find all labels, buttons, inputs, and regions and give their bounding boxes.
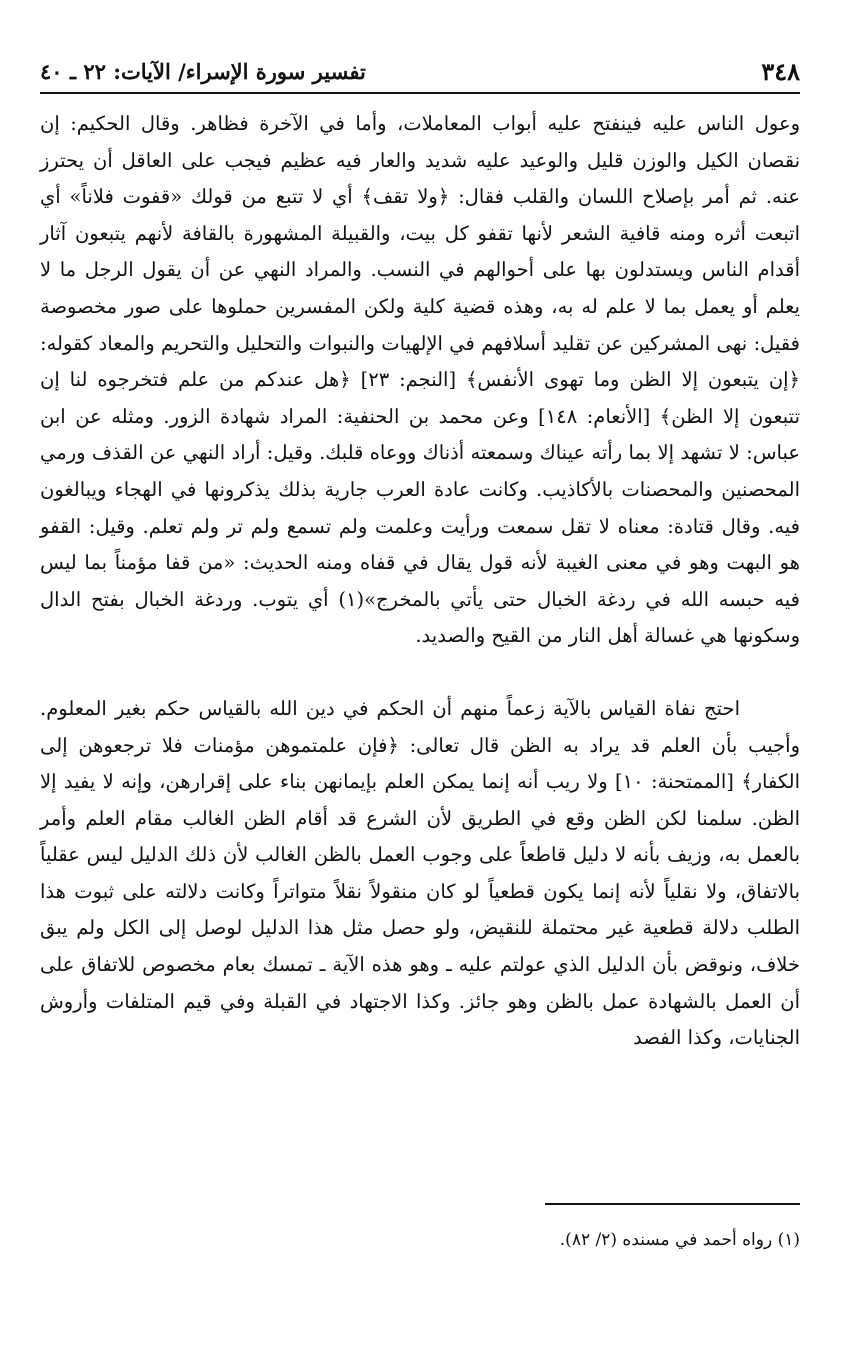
running-title: تفسير سورة الإسراء/ الآيات: ٢٢ ـ ٤٠ <box>40 59 366 84</box>
footnote-rule <box>545 1203 800 1205</box>
page-header <box>40 54 800 90</box>
header-rule <box>40 92 800 94</box>
main-text <box>40 106 800 1057</box>
footnote: (١) رواه أحمد في مسنده (٢/ ٨٢). <box>559 1230 800 1250</box>
paragraph: وعول الناس عليه فينفتح عليه أبواب المعاملات، وأما في الآخرة فظاهر. وقال الحكيم: إن نقصان الكيل والوزن قليل والوعيد عليه شديد والعار فيه عظيم فيجب على العاقل أن يحترز عنه. ثم أمر بإصلاح اللسان والقلب فقال: ﴿ولا تقف﴾ أي لا تتبع من قولك «قفوت فلاناً» أي اتبعت أثره ومنه قافية الشعر لأنها تقفو كل بيت، والقبيلة المشهورة بالقافة لأنهم يتبعون آثار أقدام الناس ويستدلون بها على أحوالهم في النسب. والمراد النهي عن أن يقول الرجل ما لا يعلم أو يعمل بما لا علم له به، وهذه قضية كلية ولكن المفسرين حملوها على صور مخصوصة فقيل: نهى المشركين عن تقليد أسلافهم في الإلهيات والنبوات والتحليل والتحريم والمعاد كقوله: ﴿إن يتبعون إلا الظن وما تهوى الأنفس﴾ [النجم: ٢٣] ﴿هل عندكم من علم فتخرجوه لنا إن تتبعون إلا الظن﴾ [الأنعام: ١٤٨] وعن محمد بن الحنفية: المراد شهادة الزور. ومثله عن ابن عباس: لا تشهد إلا بما رأته عيناك وسمعته أذناك ووعاه قلبك. وقيل: أراد النهي عن القذف ورمي المحصنين والمحصنات بالأكاذيب. وكانت عادة العرب جارية بذلك يذكرونها في الهجاء ويبالغون فيه. وقال قتادة: معناه لا تقل سمعت ورأيت وعلمت ولم تسمع ولم تر ولم تعلم. وقيل: القفو هو البهت وهو في معنى الغيبة لأنه قول يقال في قفاه ومنه الحديث: «من قفا مؤمناً بما ليس فيه حبسه الله في ردغة الخبال حتى يأتي بالمخرج»(١) أي يتوب. وردغة الخبال بفتح الدال وسكونها هي غسالة أهل النار من القيح والصديد. <box>40 112 800 648</box>
paragraph: احتج نفاة القياس بالآية زعماً منهم أن الحكم في دين الله بالقياس حكم بغير المعلوم. وأجيب بأن العلم قد يراد به الظن قال تعالى: ﴿فإن علمتموهن مؤمنات فلا ترجعوهن إلى الكفار﴾ [الممتحنة: ١٠] ولا ريب أنه إنما يمكن العلم بإيمانهن بناء على إقرارهن، وإنه لا يفيد إلا الظن. سلمنا لكن الظن وقع في الطريق لأن الشرع قد أقام الظن الغالب مقام العلم وأمر بالعمل به، وزيف بأنه لا دليل قاطعاً على وجوب العمل بالظن الغالب لأن ذلك الدليل ليس عقلياً بالاتفاق، ولا نقلياً لأنه إنما يكون قطعياً لو كان منقولاً نقلاً متواتراً وكانت دلالته على ثبوت هذا الطلب دلالة قطعية غير محتملة للنقيض، ولو حصل مثل هذا الدليل لوصل إلى الكل ولم يبق خلاف، ونوقض بأن الدليل الذي عولتم عليه ـ وهو هذه الآية ـ تمسك بعام مخصوص للاتفاق على أن العمل بالشهادة عمل بالظن وهو جائز. وكذا الاجتهاد في القبلة وفي قيم المتلفات وأروش الجنايات، وكذا الفصد <box>40 696 800 1050</box>
page-number: ٣٤٨ <box>761 57 800 86</box>
